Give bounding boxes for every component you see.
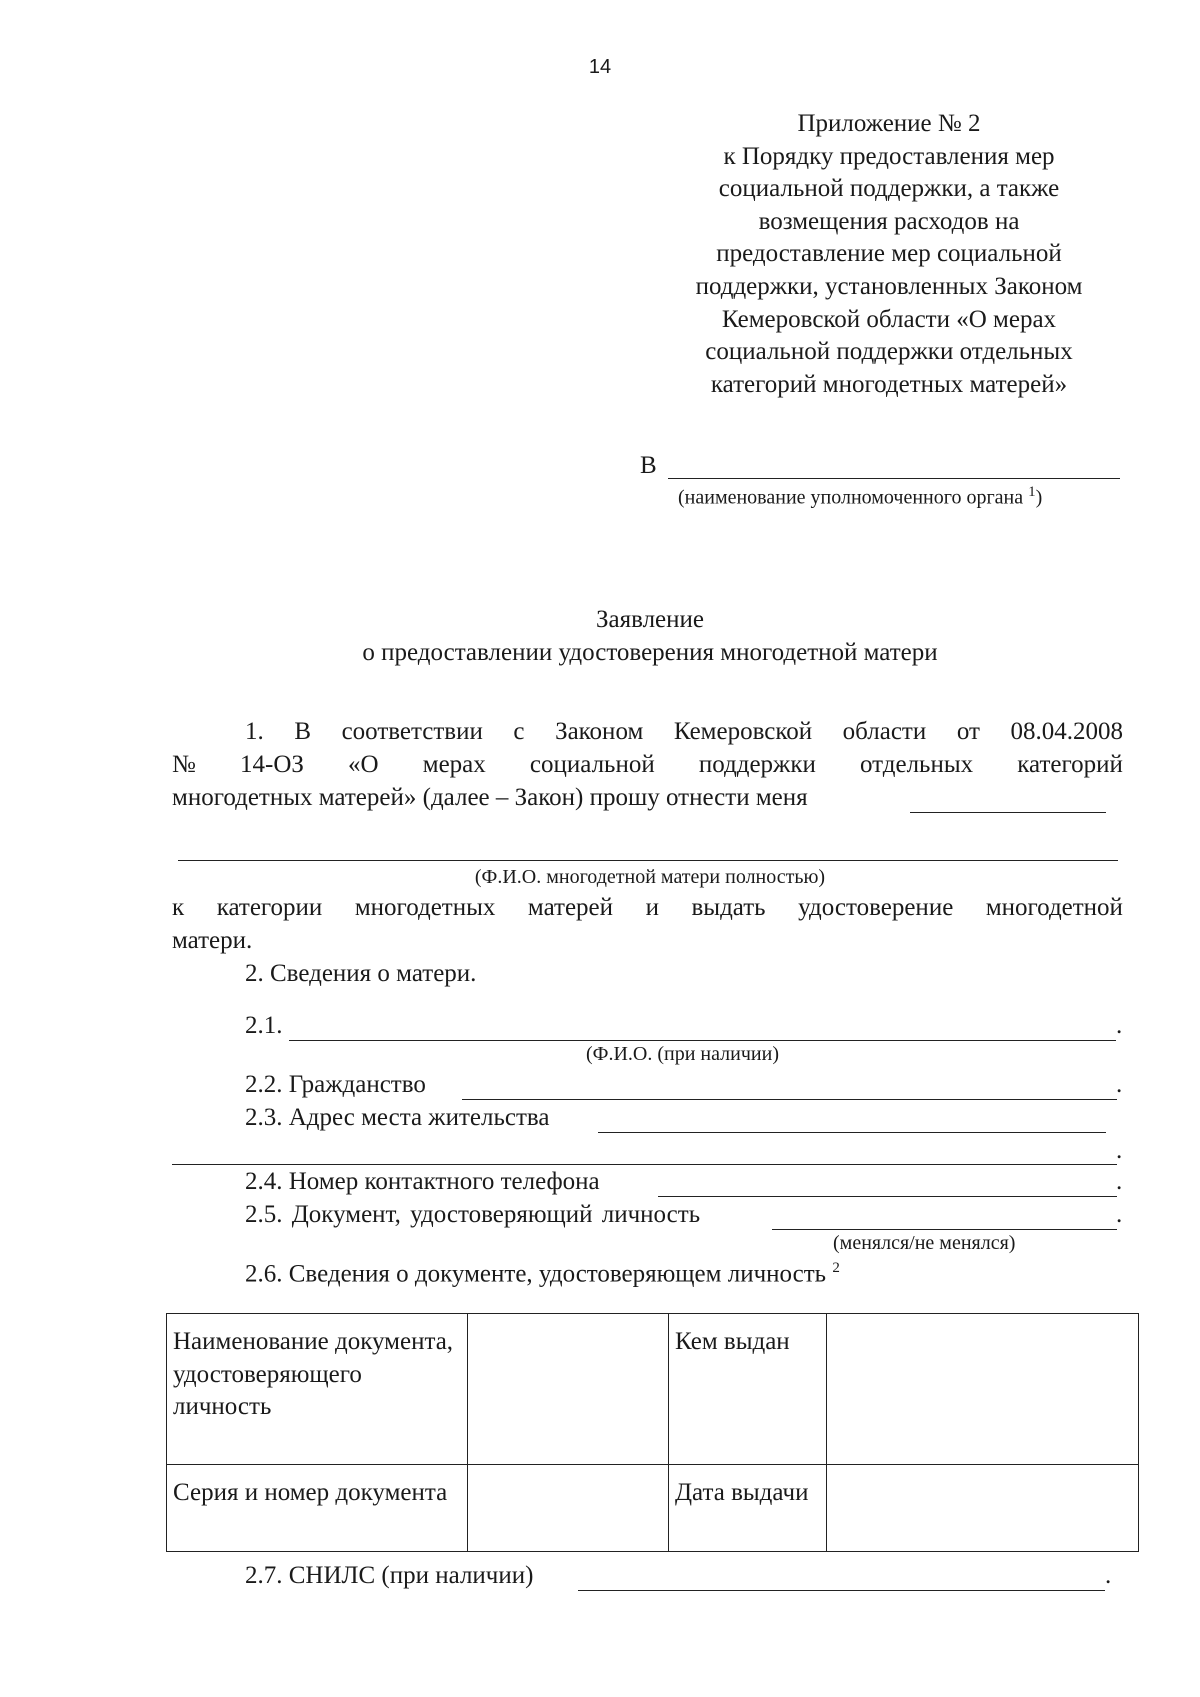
- item-2-3-dot: .: [1116, 1137, 1123, 1164]
- word: матерей: [527, 894, 614, 921]
- word: 14-ОЗ: [240, 751, 304, 778]
- item-2-7-dot: .: [1105, 1562, 1112, 1589]
- item-2-6-label: 2.6. Сведения о документе, удостоверяющем личность $^2$: [245, 1260, 840, 1288]
- snils-field[interactable]: [578, 1590, 1105, 1591]
- issue-date-value-cell[interactable]: [827, 1465, 1139, 1552]
- item-2-4-dot: .: [1116, 1168, 1123, 1195]
- appendix-line: Приложение № 2: [797, 110, 981, 137]
- appendix-line: категорий многодетных матерей»: [710, 370, 1068, 398]
- phone-field[interactable]: [658, 1196, 1117, 1197]
- word: и: [645, 894, 659, 921]
- item-2-1-field[interactable]: [289, 1040, 1116, 1041]
- issued-by-label: Кем выдан: [669, 1314, 827, 1465]
- doc-name-label: Наименование документа, удостоверяющего личность: [167, 1314, 468, 1465]
- word: В: [294, 718, 311, 745]
- word: к: [172, 894, 185, 921]
- word: с: [513, 718, 525, 745]
- mother-fio-field-part1[interactable]: [910, 812, 1106, 813]
- item-2-1-dot: .: [1116, 1012, 1123, 1039]
- word: отдельных: [860, 751, 974, 778]
- address-field-part2[interactable]: [172, 1164, 1117, 1165]
- para1-line3: многодетных матерей» (далее – Закон) прошу отнести меня: [172, 784, 808, 811]
- para1-line4: [172, 894, 1123, 922]
- word: мерах: [422, 751, 486, 778]
- issue-date-label: Дата выдачи: [669, 1465, 827, 1552]
- appendix-line: поддержки, установленных Законом: [695, 272, 1083, 300]
- word: 08.04.2008: [1010, 718, 1123, 745]
- document-subtitle: о предоставлении удостоверения многодетной матери: [362, 639, 938, 666]
- word: выдать: [691, 894, 766, 921]
- doc-name-value-cell[interactable]: [468, 1314, 669, 1465]
- address-field-part1[interactable]: [598, 1132, 1106, 1133]
- word: поддержки: [698, 751, 816, 778]
- item-2-2-dot: .: [1116, 1071, 1123, 1098]
- word: №: [172, 751, 196, 778]
- para1-line2: [172, 751, 1123, 779]
- word: области: [842, 718, 927, 745]
- appendix-header: [668, 108, 1110, 401]
- item-2-3-label: 2.3. Адрес места жительства: [245, 1104, 550, 1131]
- item-2-5-caption: (менялся/не менялся): [833, 1232, 1016, 1254]
- item-2-7-label: 2.7. СНИЛС (при наличии): [245, 1562, 534, 1589]
- word: соответствии: [341, 718, 483, 745]
- table-row: [167, 1465, 1139, 1552]
- page-number: 14: [588, 56, 612, 78]
- appendix-line: Кемеровской области «О мерах: [721, 305, 1057, 333]
- table-row: [167, 1314, 1139, 1465]
- word: «О: [348, 751, 379, 778]
- appendix-line: предоставление мер социальной: [716, 240, 1062, 268]
- item-2-5-dot: .: [1116, 1201, 1123, 1228]
- fio-caption: (Ф.И.О. многодетной матери полностью): [474, 866, 826, 888]
- series-number-label: Серия и номер документа: [167, 1465, 468, 1552]
- word: 1.: [245, 718, 264, 745]
- appendix-line: возмещения расходов на: [758, 207, 1020, 235]
- series-number-value-cell[interactable]: [468, 1465, 669, 1552]
- id-document-table: [166, 1313, 1139, 1552]
- word: Законом: [555, 718, 644, 745]
- word: категории: [216, 894, 323, 921]
- addressee-field-line[interactable]: [668, 478, 1120, 479]
- word: Кемеровской: [673, 718, 813, 745]
- item-2-5-label: 2.5. Документ, удостоверяющий личность: [245, 1201, 701, 1228]
- word: удостоверение: [798, 894, 954, 921]
- appendix-line: к Порядку предоставления мер: [723, 142, 1055, 170]
- word: категорий: [1017, 751, 1123, 778]
- addressee-caption: (наименование уполномоченного органа $^1$): [678, 484, 1043, 509]
- word: от: [956, 718, 980, 745]
- addressee-prefix: В: [640, 452, 657, 479]
- word: социальной: [529, 751, 655, 778]
- appendix-line: социальной поддержки, а также: [718, 175, 1060, 203]
- id-document-changed-field[interactable]: [772, 1229, 1117, 1230]
- document-title: Заявление: [595, 606, 705, 633]
- item-2-1-caption: (Ф.И.О. (при наличии): [586, 1043, 779, 1065]
- para1-line5: матери.: [172, 927, 253, 954]
- item-2-1-label: 2.1.: [245, 1012, 283, 1039]
- word: многодетной: [985, 894, 1123, 921]
- section2-heading: 2. Сведения о матери.: [245, 960, 477, 987]
- para1-line1: [245, 718, 1123, 746]
- issued-by-value-cell[interactable]: [827, 1314, 1139, 1465]
- mother-fio-field-part2[interactable]: [178, 860, 1118, 861]
- item-2-4-label: 2.4. Номер контактного телефона: [245, 1168, 600, 1195]
- citizenship-field[interactable]: [462, 1099, 1117, 1100]
- item-2-2-label: 2.2. Гражданство: [245, 1071, 426, 1098]
- appendix-line: социальной поддержки отдельных: [705, 338, 1073, 366]
- word: многодетных: [354, 894, 496, 921]
